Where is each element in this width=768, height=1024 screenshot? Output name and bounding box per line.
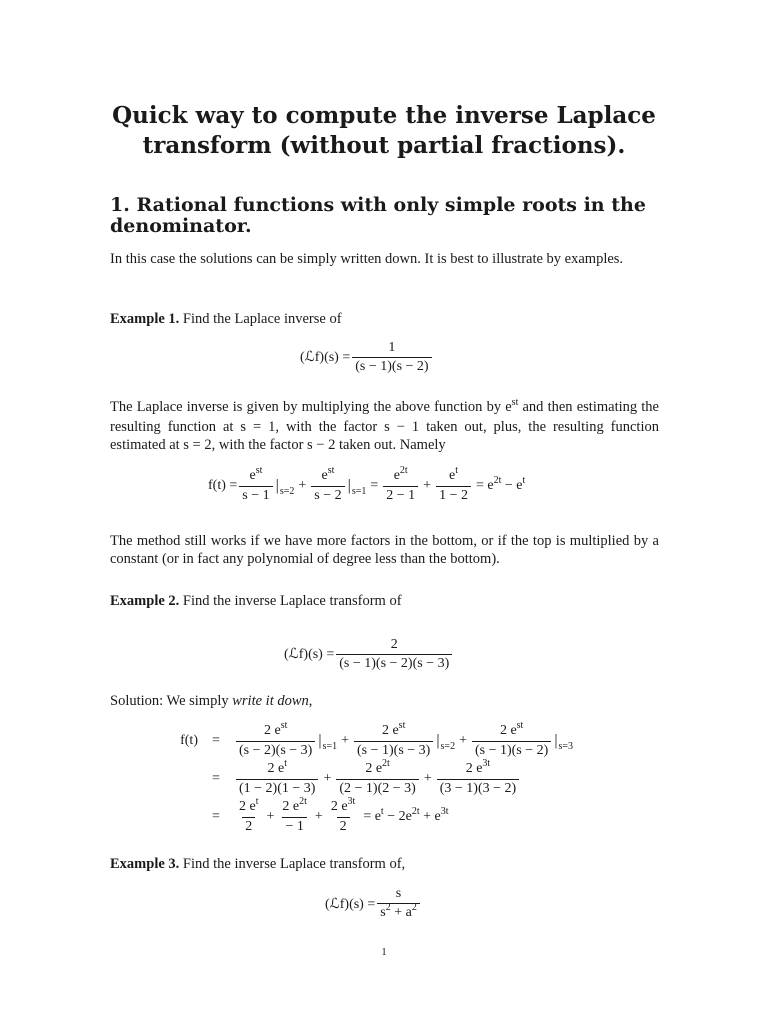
denominator: s − 1 — [239, 486, 272, 504]
superscript: 2 — [385, 902, 391, 913]
example-1-statement — [110, 310, 659, 328]
fraction — [239, 465, 272, 504]
eq-lhs: (ℒf)(s) = — [300, 350, 351, 365]
numerator: 1 — [388, 340, 396, 355]
fraction — [383, 465, 418, 504]
solution-line-1 — [150, 722, 574, 760]
equals-sign: = — [212, 733, 220, 748]
numerator: 2 $e^t$ — [239, 796, 259, 814]
eq-lhs: (ℒf)(s) = — [284, 647, 335, 662]
denominator: (s − 1)(s − 2) — [352, 357, 431, 375]
example-2-statement — [110, 592, 659, 610]
superscript: t — [284, 758, 287, 769]
example-2-label: Example 2. — [110, 593, 180, 609]
section-heading: 1. Rational functions with only simple roots in the denominator. — [110, 194, 646, 237]
numerator: 2 $e^{2t}$ — [282, 796, 307, 814]
fraction — [437, 758, 519, 797]
method-note: The method still works if we have more factors in the bottom, or if the top is multiplied by a constant (or in fact any polynomial of degree less than the bottom). — [110, 533, 659, 567]
fraction — [336, 637, 452, 672]
superscript: 2 — [411, 902, 417, 913]
superscript: t — [255, 796, 259, 807]
numerator: 2 $e^{2t}$ — [365, 758, 390, 776]
denominator: 2 — [242, 817, 255, 835]
fraction — [354, 720, 433, 759]
example-1-equation — [300, 340, 434, 375]
evaluation-bar — [348, 477, 367, 495]
fraction — [236, 758, 318, 797]
solution-line-2 — [150, 760, 574, 798]
fraction — [352, 340, 431, 375]
superscript: 2t — [299, 796, 307, 807]
fraction — [377, 886, 420, 922]
evaluation-bar — [436, 732, 455, 750]
plus-sign: + — [423, 478, 432, 493]
example-2-equation — [284, 637, 454, 672]
plus-sign: + — [314, 809, 323, 824]
evaluation-bar — [318, 732, 337, 750]
numerator: 2 $e^{st}$ — [381, 720, 406, 738]
denominator: (1 − 2)(1 − 3) — [236, 779, 318, 797]
evaluation-bar — [276, 477, 295, 495]
section-intro: In this case the solutions can be simply written down. It is best to illustrate by examples. — [110, 251, 624, 267]
numerator: $e^{st}$ — [249, 465, 263, 483]
superscript: 3t — [440, 806, 449, 817]
numerator: 2 $e^{st}$ — [499, 720, 524, 738]
superscript: st — [327, 465, 335, 476]
superscript: 2t — [382, 758, 390, 769]
example-1-solution — [208, 465, 528, 504]
superscript: 3t — [482, 758, 491, 769]
eq-lhs: (ℒf)(s) = — [325, 896, 376, 912]
plus-sign: + — [459, 733, 467, 748]
superscript: st — [255, 465, 263, 476]
denominator: (s − 1)(s − 3) — [354, 741, 433, 759]
solution-punctuation: , — [308, 693, 313, 709]
denominator: s − 2 — [311, 486, 344, 504]
evaluation-bar — [554, 732, 573, 750]
plus-sign: + — [298, 478, 307, 493]
solution-emphasis: write it down — [232, 693, 309, 709]
denominator: $s^2 + a^2$ — [377, 903, 420, 922]
fraction — [236, 720, 315, 759]
fraction — [336, 758, 418, 797]
numerator: 2 $e^t$ — [267, 758, 287, 776]
superscript: 2t — [411, 806, 420, 817]
plus-sign: + — [323, 771, 332, 786]
superscript: st — [280, 720, 288, 731]
superscript: st — [511, 397, 519, 408]
example-2-solution-intro — [110, 692, 659, 710]
fraction — [279, 796, 310, 835]
denominator: (s − 1)(s − 2)(s − 3) — [336, 654, 452, 672]
example-2-text: Find the inverse Laplace transform of — [182, 593, 402, 609]
superscript: 3t — [347, 796, 356, 807]
superscript: 2t — [493, 475, 502, 486]
denominator: (3 − 1)(3 − 2) — [437, 779, 519, 797]
plus-sign: + — [266, 809, 275, 824]
superscript: t — [455, 465, 459, 476]
equals-sign: = — [370, 478, 379, 493]
denominator: (2 − 1)(2 − 3) — [336, 779, 418, 797]
example-3-text: Find the inverse Laplace transform of, — [182, 856, 406, 872]
numerator: 2 $e^{st}$ — [263, 720, 288, 738]
example-2-aligned-solution — [150, 722, 574, 836]
equals-sign: = — [212, 809, 220, 824]
example-3-statement — [110, 855, 659, 873]
denominator: 1 − 2 — [436, 486, 471, 504]
denominator: 2 — [337, 817, 350, 835]
fraction — [236, 796, 262, 835]
denominator: (s − 2)(s − 3) — [236, 741, 315, 759]
eq-lhs: f(t) = — [208, 478, 238, 493]
numerator: s — [395, 886, 402, 901]
numerator: $e^t$ — [449, 465, 459, 483]
subscript: s=3 — [558, 741, 574, 752]
numerator: 2 — [390, 637, 398, 652]
result: = $e^{2t} - e^t$ — [475, 475, 526, 493]
superscript: st — [398, 720, 406, 731]
numerator: 2 $e^{3t}$ — [330, 796, 356, 814]
example-1-label: Example 1. — [110, 311, 180, 327]
example-3-equation — [325, 886, 422, 922]
document-title: Quick way to compute the inverse Laplace transform (without partial fractions). — [112, 102, 656, 159]
numerator: $e^{2t}$ — [393, 465, 408, 483]
denominator: (s − 1)(s − 2) — [472, 741, 551, 759]
fraction — [436, 465, 471, 504]
result: = $e^t - 2e^{2t} + e^{3t}$ — [363, 806, 449, 824]
example-1-text: Find the Laplace inverse of — [182, 311, 342, 327]
numerator: 2 $e^{3t}$ — [465, 758, 491, 776]
solution-text: Solution: We simply — [110, 693, 229, 709]
subscript: s=1 — [322, 741, 338, 752]
eq-lhs: f(t) — [180, 733, 198, 748]
subscript: s=2 — [279, 486, 295, 497]
solution-line-3 — [150, 798, 574, 836]
superscript: 2t — [399, 465, 408, 476]
page-number: 1 — [381, 946, 387, 958]
denominator: − 1 — [282, 817, 306, 835]
plus-sign: + — [423, 771, 432, 786]
superscript: t — [380, 806, 384, 817]
fraction — [328, 796, 359, 835]
plus-sign: + — [341, 733, 349, 748]
denominator: 2 − 1 — [383, 486, 418, 504]
equals-sign: = — [212, 771, 220, 786]
superscript: t — [522, 475, 526, 486]
example-3-label: Example 3. — [110, 856, 180, 872]
example-1-explanation: The Laplace inverse is given by multiplying the above function by $e^{st}$ and then estimating the resulting function at s = 1, with the factor s − 1 taken out, plus, the resulting function estimated at s = 2, with the factor s − 2 taken out. Namely — [110, 397, 659, 453]
subscript: s=2 — [440, 741, 456, 752]
numerator: $e^{st}$ — [321, 465, 335, 483]
subscript: s=1 — [351, 486, 367, 497]
superscript: st — [516, 720, 524, 731]
fraction — [311, 465, 344, 504]
fraction — [472, 720, 551, 759]
